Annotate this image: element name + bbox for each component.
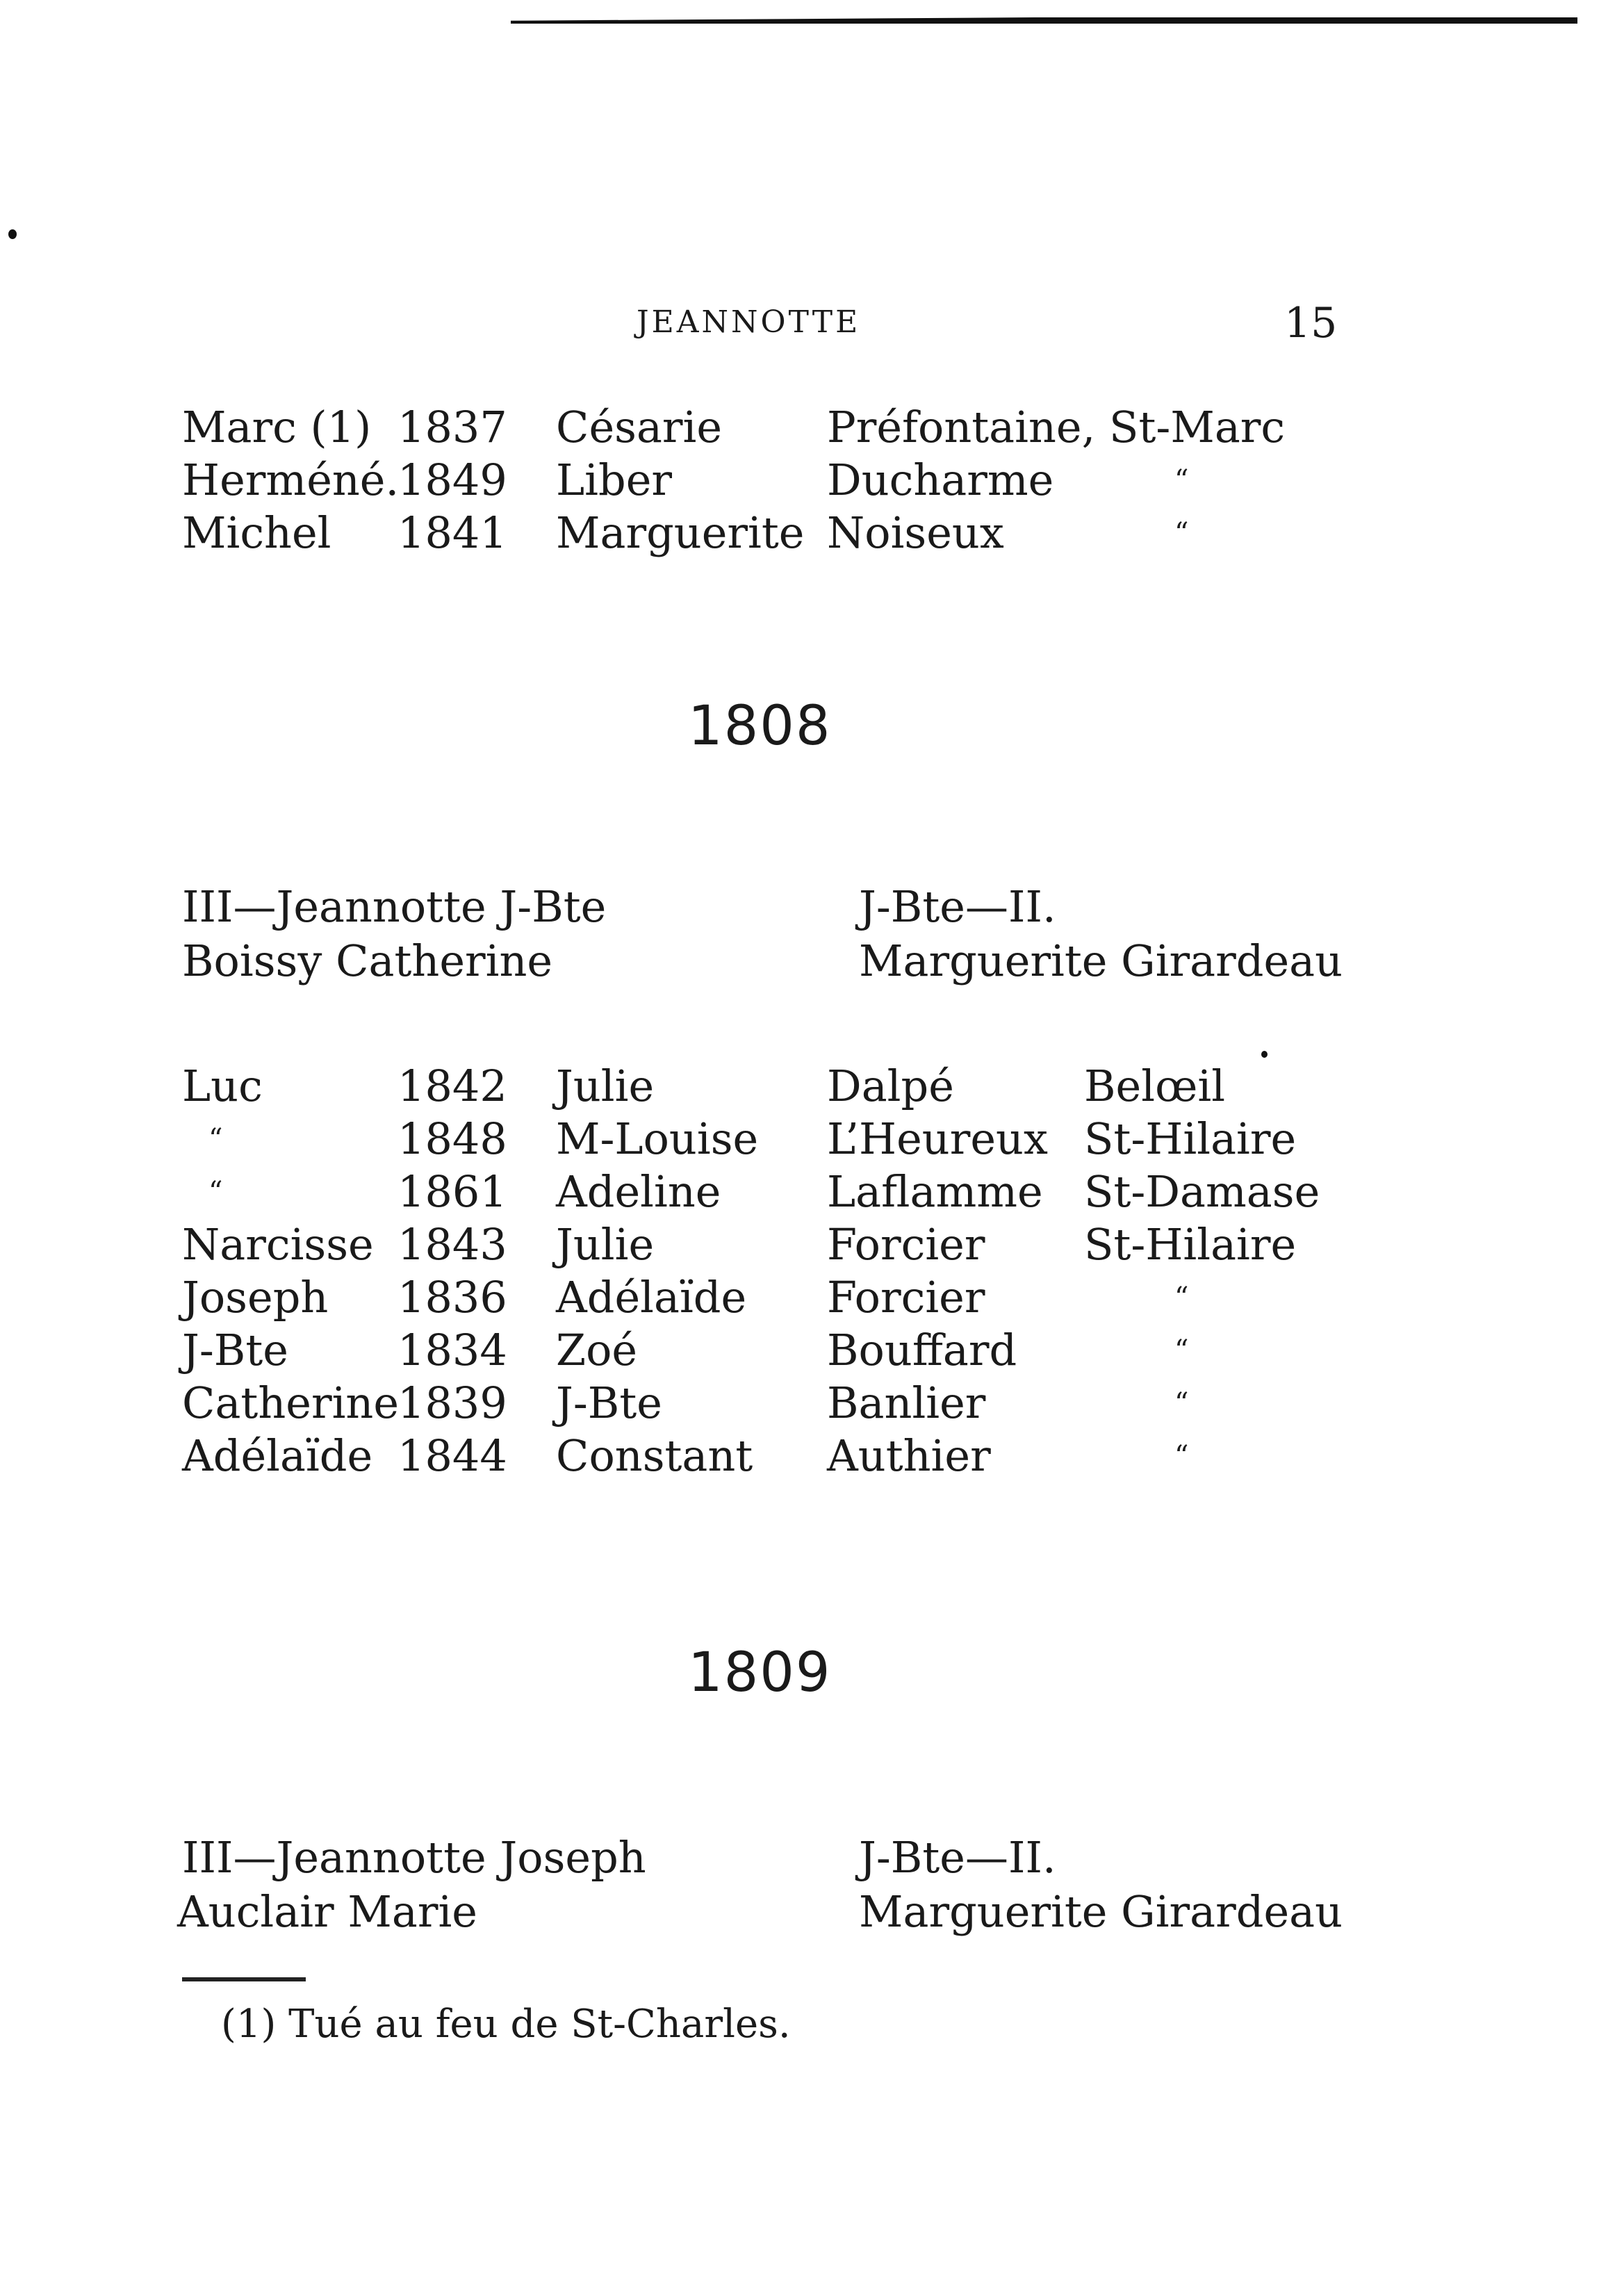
top-rule: [511, 14, 1577, 24]
entry-spouse: Julie: [556, 1061, 655, 1111]
page-header: [0, 299, 1624, 348]
entry-surname: Laflamme: [827, 1166, 1043, 1217]
running-title: JEANNOTTE: [637, 304, 861, 340]
entry-place: “: [1174, 517, 1189, 549]
entry-name: Luc: [182, 1061, 263, 1111]
entry-spouse: J-Bte: [556, 1377, 662, 1428]
entry-place: St-Hilaire: [1084, 1113, 1297, 1164]
year-heading-1809: 1809: [688, 1642, 832, 1704]
entry-spouse: M-Louise: [556, 1113, 759, 1164]
list-item: [0, 1272, 1624, 1323]
entry-surname: Forcier: [827, 1272, 985, 1323]
entry-name: Marc (1): [182, 402, 372, 452]
page-number: 15: [1284, 299, 1338, 348]
entry-spouse: Constant: [556, 1430, 753, 1481]
entry-name: Herméné.: [182, 455, 400, 505]
entry-year: 1861: [397, 1166, 507, 1217]
husband-parent: J-Bte—II.: [859, 881, 1056, 932]
entry-name: J-Bte: [182, 1325, 288, 1375]
entry-spouse: Julie: [556, 1219, 655, 1270]
footnote: (1) Tué au feu de St-Charles.: [221, 2002, 791, 2047]
entry-spouse: Adeline: [556, 1166, 721, 1217]
entry-place: St-Damase: [1084, 1166, 1320, 1217]
margin-speck: [1261, 1051, 1268, 1058]
list-item: [0, 1219, 1624, 1270]
entry-surname: Forcier: [827, 1219, 985, 1270]
entry-place: “: [1174, 1387, 1189, 1419]
list-item: [0, 1325, 1624, 1376]
entry-surname: Bouffard: [827, 1325, 1017, 1375]
entry-surname: L’Heureux: [827, 1113, 1048, 1164]
wife-line: Auclair Marie: [177, 1886, 478, 1937]
entry-name: Adélaïde: [182, 1430, 373, 1481]
entry-surname: Noiseux: [827, 507, 1004, 558]
husband-line: III—Jeannotte Joseph: [182, 1832, 646, 1883]
entry-surname: Authier: [827, 1430, 991, 1481]
entry-name: Michel: [182, 507, 331, 558]
entry-spouse: Adélaïde: [556, 1272, 747, 1323]
wife-parent: Marguerite Girardeau: [859, 935, 1343, 986]
list-item: [0, 1430, 1624, 1482]
entry-name: Catherine: [182, 1377, 400, 1428]
entry-year: 1842: [397, 1061, 507, 1111]
entry-spouse: Zoé: [556, 1325, 638, 1375]
entry-year: 1834: [397, 1325, 507, 1375]
year-heading-1808: 1808: [688, 695, 832, 758]
entry-name: Joseph: [182, 1272, 329, 1323]
husband-line: III—Jeannotte J-Bte: [182, 881, 607, 932]
entry-surname: Dalpé: [827, 1061, 954, 1111]
entry-year: 1839: [397, 1377, 507, 1428]
entry-place: “: [1174, 1282, 1189, 1314]
entry-place: “: [1174, 464, 1189, 496]
wife-line: Boissy Catherine: [182, 935, 553, 986]
entry-year: 1841: [397, 507, 507, 558]
entry-year: 1843: [397, 1219, 507, 1270]
entry-spouse: Marguerite: [556, 507, 805, 558]
entry-year: 1837: [397, 402, 507, 452]
entry-year: 1836: [397, 1272, 507, 1323]
entry-spouse: Césarie: [556, 402, 723, 452]
wife-parent: Marguerite Girardeau: [859, 1886, 1343, 1937]
list-item: [0, 402, 1624, 453]
entry-year: 1844: [397, 1430, 507, 1481]
entry-year: 1848: [397, 1113, 507, 1164]
footnote-rule: [182, 1977, 306, 1981]
entry-place: “: [1174, 1440, 1189, 1472]
entry-name: Narcisse: [182, 1219, 374, 1270]
margin-speck: [8, 229, 17, 239]
entry-place: Belœil: [1084, 1061, 1226, 1111]
entry-year: 1849: [397, 455, 507, 505]
entry-surname: Ducharme: [827, 455, 1054, 505]
husband-parent: J-Bte—II.: [859, 1832, 1056, 1883]
entry-name: “: [208, 1123, 223, 1155]
list-item: [0, 1166, 1624, 1218]
list-item: [0, 1061, 1624, 1112]
list-item: [0, 1113, 1624, 1165]
entry-spouse: Liber: [556, 455, 673, 505]
list-item: [0, 507, 1624, 559]
entry-place: St-Hilaire: [1084, 1219, 1297, 1270]
entry-name: “: [208, 1176, 223, 1208]
list-item: [0, 455, 1624, 506]
entry-place: “: [1174, 1334, 1189, 1366]
entry-surname: Préfontaine, St-Marc: [827, 402, 1286, 452]
entry-surname: Banlier: [827, 1377, 986, 1428]
list-item: [0, 1377, 1624, 1429]
